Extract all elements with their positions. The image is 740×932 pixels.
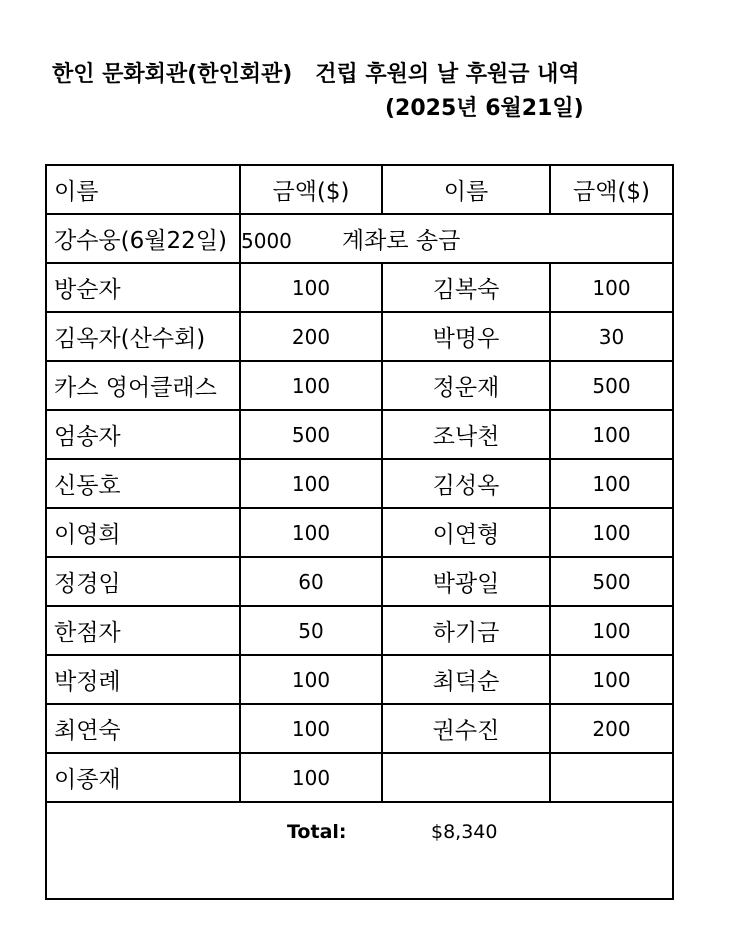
total-cell <box>46 802 673 899</box>
donation-amount: 100 <box>240 655 382 704</box>
donation-amount <box>550 753 673 802</box>
table-row <box>46 704 673 753</box>
donation-amount: 200 <box>550 704 673 753</box>
table-row <box>46 263 673 312</box>
table-row <box>46 459 673 508</box>
title-date: (2025년 6월21일) <box>385 96 584 121</box>
donor-name: 이종재 <box>46 753 240 802</box>
donation-amount: 100 <box>240 704 382 753</box>
donation-amount: 100 <box>550 606 673 655</box>
header-name-2: 이름 <box>382 165 550 214</box>
table-row <box>46 312 673 361</box>
donation-amount: 60 <box>240 557 382 606</box>
total-value: $8,340 <box>431 821 498 843</box>
donor-name: 박명우 <box>382 312 550 361</box>
donation-amount: 100 <box>550 655 673 704</box>
donor-name: 최덕순 <box>382 655 550 704</box>
donation-amount: 100 <box>240 263 382 312</box>
donor-name: 김옥자(산수회) <box>46 312 240 361</box>
donation-amount: 30 <box>550 312 673 361</box>
donor-name: 신동호 <box>46 459 240 508</box>
donor-name: 하기금 <box>382 606 550 655</box>
donation-table <box>45 164 674 900</box>
donor-name: 카스 영어클래스 <box>46 361 240 410</box>
header-row <box>46 165 673 214</box>
donation-amount: 50 <box>240 606 382 655</box>
table-row <box>46 508 673 557</box>
donor-name: 엄송자 <box>46 410 240 459</box>
donation-amount: 500 <box>550 557 673 606</box>
table-row <box>46 410 673 459</box>
title-line-1: 한인 문화회관(한인회관) 건립 후원의 날 후원금 내역 <box>52 62 580 87</box>
donor-name: 방순자 <box>46 263 240 312</box>
header-name-1: 이름 <box>46 165 240 214</box>
table-row <box>46 214 673 263</box>
donor-name: 최연숙 <box>46 704 240 753</box>
donor-name <box>382 753 550 802</box>
donation-amount: 100 <box>240 508 382 557</box>
donor-name: 조낙천 <box>382 410 550 459</box>
donation-amount: 500 <box>550 361 673 410</box>
donor-name: 강수웅(6월22일) <box>46 214 240 263</box>
donor-name: 정경임 <box>46 557 240 606</box>
donation-amount: 100 <box>550 410 673 459</box>
donor-name: 박광일 <box>382 557 550 606</box>
donor-name: 이영희 <box>46 508 240 557</box>
donor-name: 이연형 <box>382 508 550 557</box>
table-row <box>46 655 673 704</box>
donor-name: 정운재 <box>382 361 550 410</box>
header-amount-1: 금액($) <box>240 165 382 214</box>
transfer-note: 계좌로 송금 <box>341 228 461 254</box>
donation-amount: 100 <box>550 459 673 508</box>
donation-amount: 5000 <box>241 229 292 253</box>
donor-name: 김복숙 <box>382 263 550 312</box>
table-row <box>46 557 673 606</box>
donation-amount: 100 <box>550 263 673 312</box>
donor-name: 한점자 <box>46 606 240 655</box>
merged-cell <box>240 214 673 263</box>
header-amount-2: 금액($) <box>550 165 673 214</box>
donation-amount: 500 <box>240 410 382 459</box>
donor-name: 박정례 <box>46 655 240 704</box>
table-row <box>46 606 673 655</box>
donor-name: 권수진 <box>382 704 550 753</box>
table-row <box>46 361 673 410</box>
donation-amount: 200 <box>240 312 382 361</box>
total-row <box>46 802 673 899</box>
donation-amount: 100 <box>550 508 673 557</box>
table-row <box>46 753 673 802</box>
donation-amount: 100 <box>240 459 382 508</box>
donation-amount: 100 <box>240 361 382 410</box>
total-label: Total: <box>287 821 347 843</box>
donation-amount: 100 <box>240 753 382 802</box>
donor-name: 김성옥 <box>382 459 550 508</box>
